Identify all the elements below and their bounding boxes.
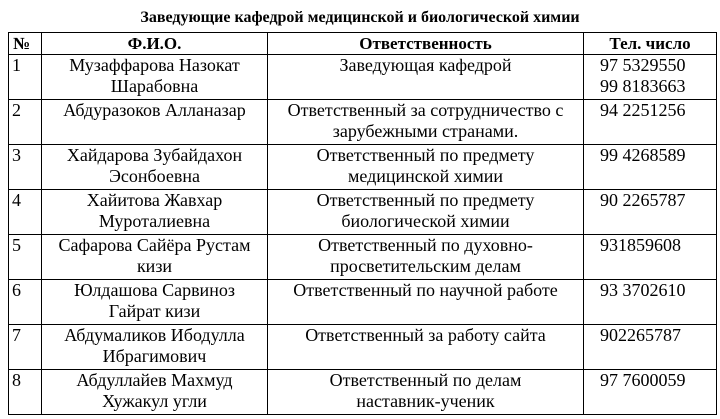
person-name (42, 370, 268, 415)
responsibility-line: просветительским делам (330, 256, 521, 276)
table-header-row (9, 33, 717, 55)
table-row (9, 190, 717, 235)
person-name-line: кизи (136, 256, 173, 276)
person-name-line: Шарабовна (110, 76, 199, 96)
responsibility-line: Ответственный по предмету (316, 145, 535, 165)
phone-number-line: 97 5329550 (600, 55, 686, 75)
phone-number (584, 190, 717, 235)
person-name (42, 325, 268, 370)
person-name-line: Хужакул угли (102, 391, 207, 411)
responsibility (268, 235, 584, 280)
person-name-line: Хайитова Жавхар (86, 190, 223, 210)
row-number: 2 (9, 100, 42, 145)
phone-number-line: 931859608 (600, 235, 681, 255)
phone-number (584, 145, 717, 190)
responsibility-line: медицинской химии (347, 166, 504, 186)
person-name (42, 100, 268, 145)
responsibility-line: Заведующая кафедрой (339, 55, 512, 75)
table-row (9, 145, 717, 190)
phone-number-line: 94 2251256 (600, 100, 686, 120)
table-row (9, 235, 717, 280)
person-name-line: Гайрат кизи (108, 301, 201, 321)
phone-number (584, 325, 717, 370)
header-responsibility: Ответственность (268, 33, 584, 55)
phone-number-line: 97 7600059 (600, 370, 686, 390)
responsibility-line: Ответственный за работу сайта (305, 325, 546, 345)
phone-number-line: 93 3702610 (600, 280, 686, 300)
person-name-line: Хайдарова Зубайдахон (66, 145, 243, 165)
person-name-line: Абдумаликов Ибодулла (64, 325, 245, 345)
header-name: Ф.И.О. (42, 33, 268, 55)
responsibility (268, 325, 584, 370)
phone-number-line: 90 2265787 (600, 190, 686, 210)
responsibility-line: Ответственный по духовно- (318, 235, 533, 255)
responsibility-line: Ответственный по предмету (316, 190, 535, 210)
responsibility (268, 280, 584, 325)
person-name (42, 190, 268, 235)
phone-number-line: 99 4268589 (600, 145, 686, 165)
phone-number (584, 370, 717, 415)
responsibility (268, 190, 584, 235)
responsibility-line: Ответственный за сотрудничество с (287, 100, 564, 120)
person-name (42, 235, 268, 280)
responsibility (268, 370, 584, 415)
row-number: 4 (9, 190, 42, 235)
person-name (42, 145, 268, 190)
phone-number-line: 902265787 (600, 325, 681, 345)
row-number: 8 (9, 370, 42, 415)
phone-number (584, 235, 717, 280)
row-number: 5 (9, 235, 42, 280)
phone-number (584, 55, 717, 100)
person-name-line: Абдуллайев Махмуд (76, 370, 233, 390)
staff-table (8, 32, 717, 415)
responsibility (268, 100, 584, 145)
header-number: № (9, 33, 42, 55)
person-name-line: Ибрагимович (102, 346, 207, 366)
table-row (9, 280, 717, 325)
responsibility (268, 55, 584, 100)
phone-number (584, 280, 717, 325)
table-row (9, 370, 717, 415)
row-number: 1 (9, 55, 42, 100)
phone-number (584, 100, 717, 145)
person-name-line: Музаффарова Назокат (69, 55, 240, 75)
responsibility (268, 145, 584, 190)
phone-number-line: 99 8183663 (600, 76, 686, 96)
person-name (42, 280, 268, 325)
table-row (9, 55, 717, 100)
table-row (9, 325, 717, 370)
row-number: 3 (9, 145, 42, 190)
person-name-line: Сафарова Сайёра Рустам (58, 235, 251, 255)
responsibility-line: биологической химии (341, 211, 510, 231)
person-name-line: Муроталиевна (98, 211, 211, 231)
page-title: Заведующие кафедрой медицинской и биологической химии (140, 9, 580, 26)
responsibility-line: зарубежными странами. (332, 121, 519, 141)
header-phone: Тел. число (584, 33, 717, 55)
responsibility-line: Ответственный по делам (329, 370, 522, 390)
person-name-line: Юлдашова Сарвиноз (74, 280, 235, 300)
responsibility-line: Ответственный по научной работе (293, 280, 558, 300)
person-name (42, 55, 268, 100)
row-number: 7 (9, 325, 42, 370)
table-row (9, 100, 717, 145)
responsibility-line: наставник-ученик (356, 391, 495, 411)
table-body (9, 55, 717, 415)
row-number: 6 (9, 280, 42, 325)
person-name-line: Абдуразоков Алланазар (63, 100, 246, 120)
person-name-line: Эсонбоевна (109, 166, 200, 186)
